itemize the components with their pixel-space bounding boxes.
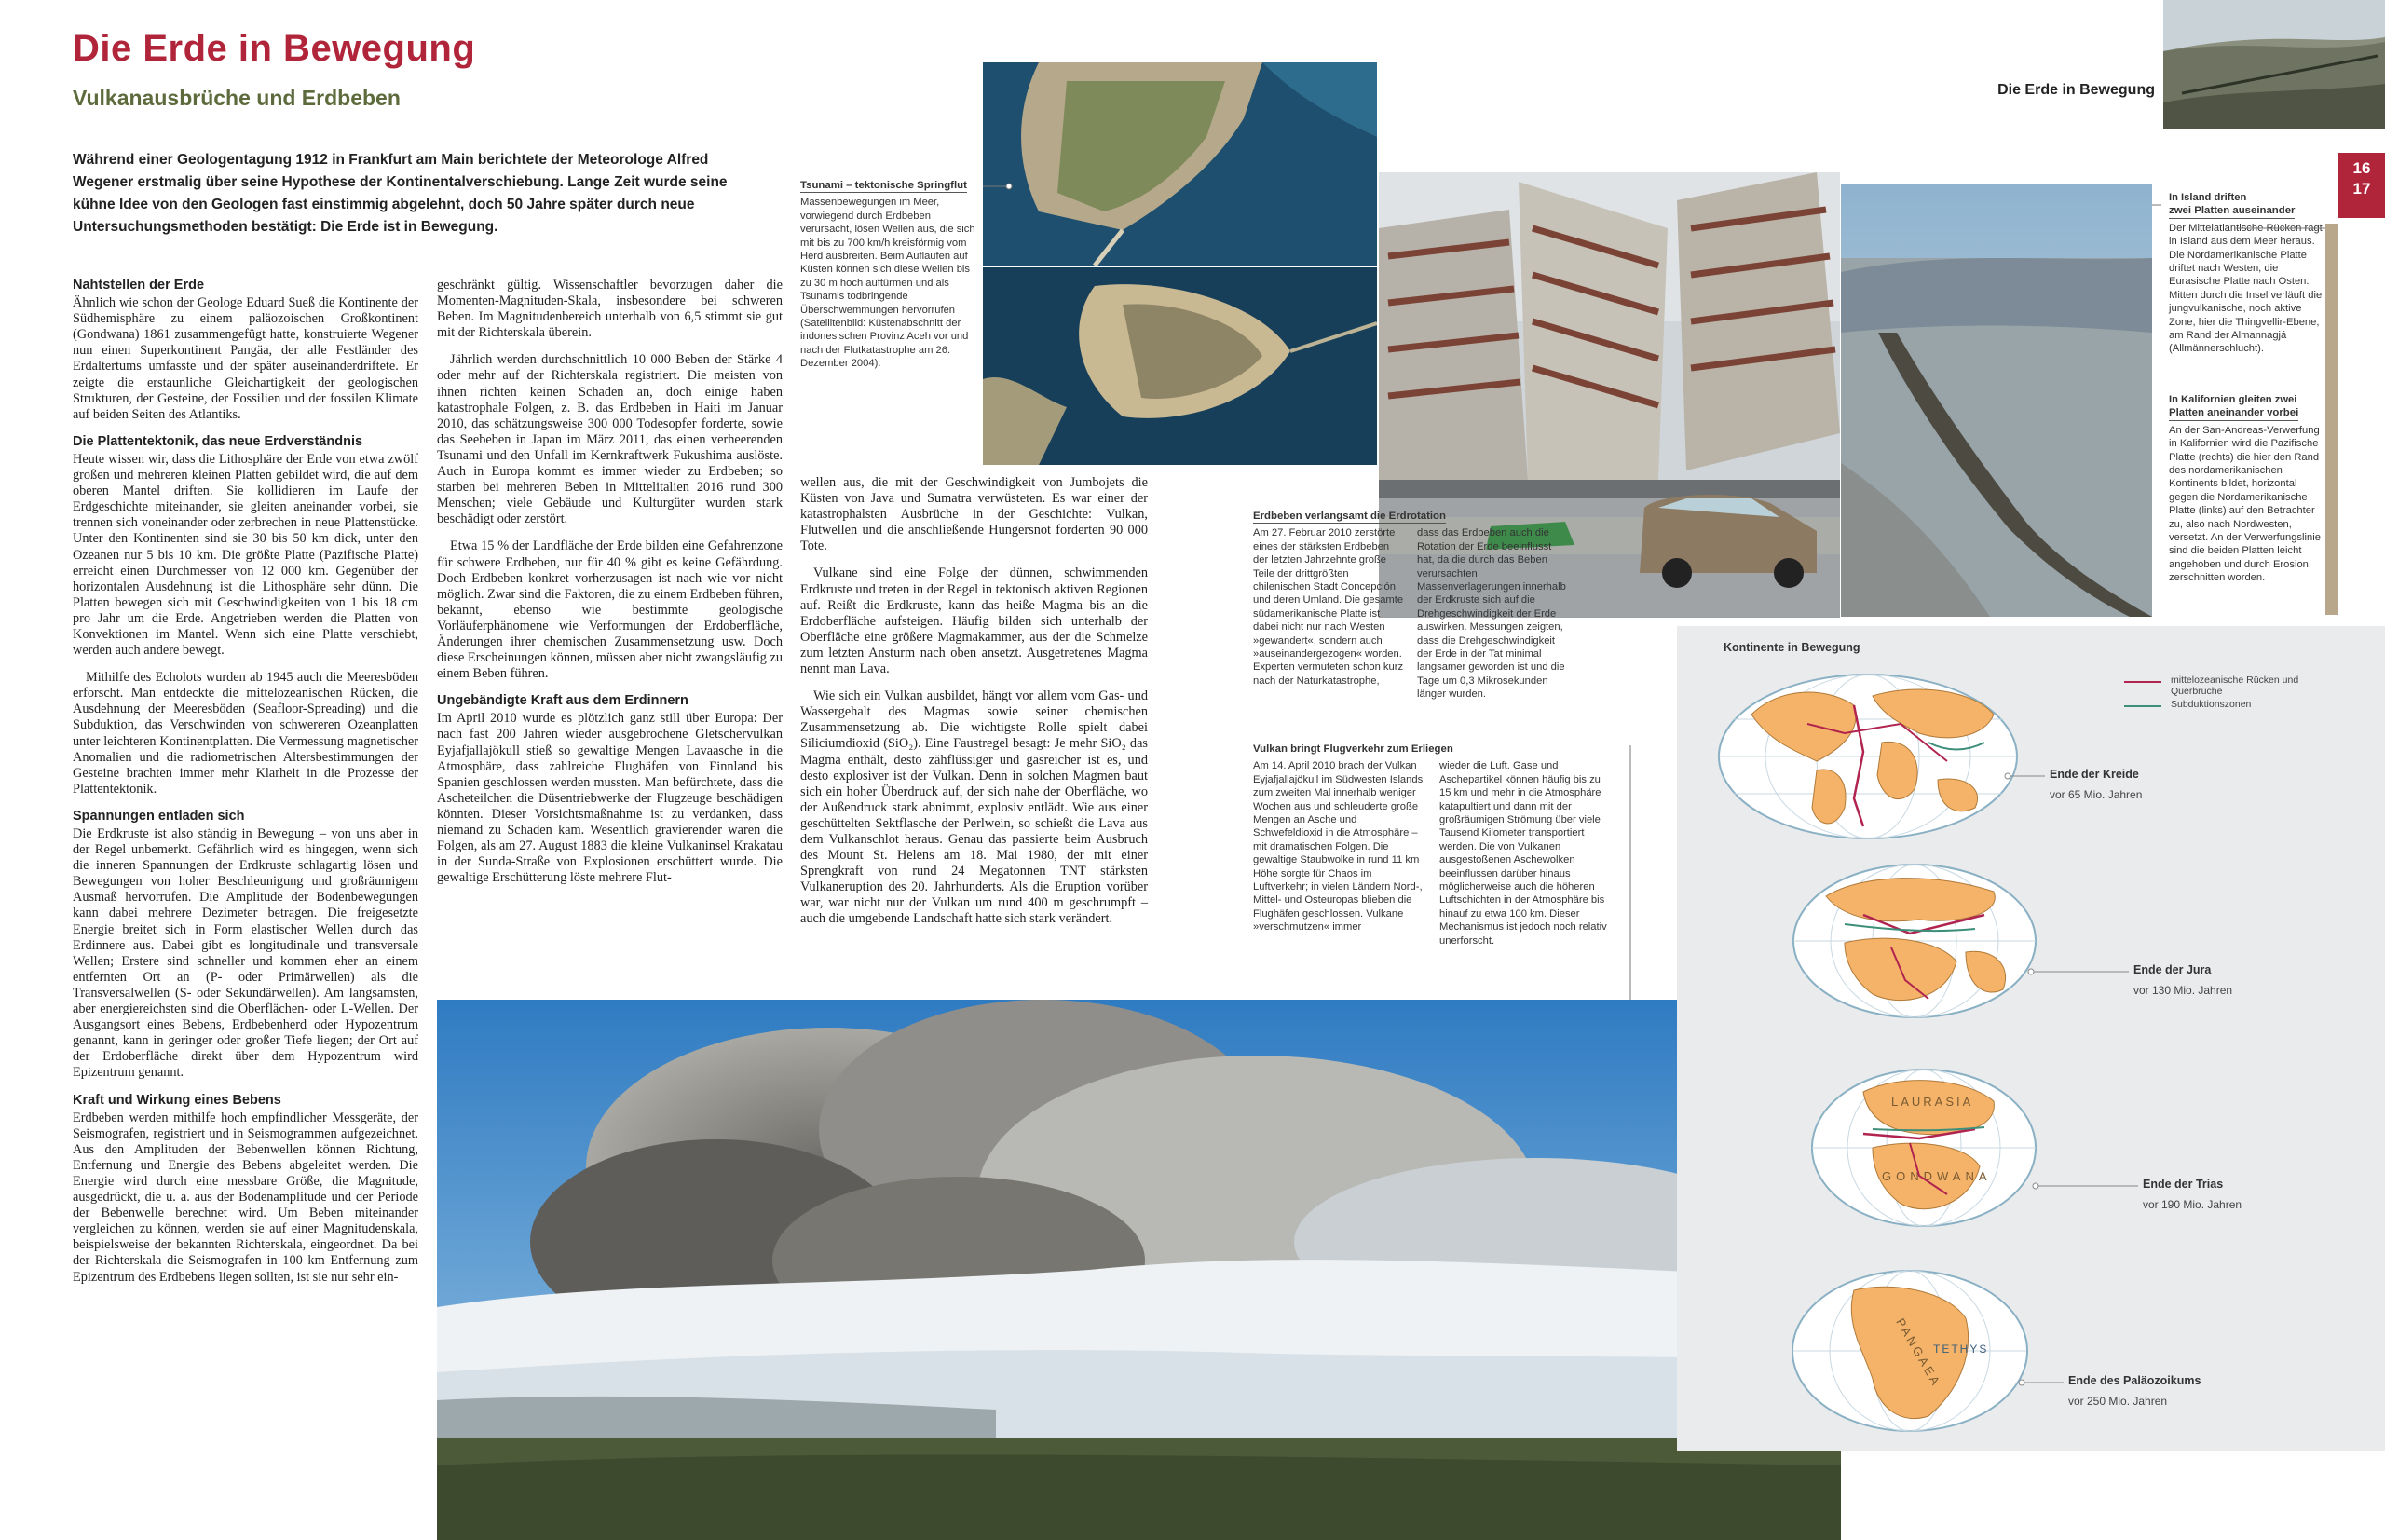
volcano-eruption-photo (437, 1000, 1841, 1540)
caption-text-right: dass das Erdbeben auch die Rotation der Erde beeinflusst hat, da die durch das Beben verursachten Massenverlagerungen innerhalb der Erdkruste sich auf die Drehgeschwindigkeit der Erde auswirken. Messungen zeigten, dass die Drehgeschwindigkeit der Erde in der Tat minimal langsamer geworden ist und die Tage um 0,3 Mikrosekunden länger wurden. (1417, 527, 1566, 701)
globe-leader-lines (1677, 626, 2385, 1451)
section-heading: Kraft und Wirkung eines Bebens (73, 1092, 281, 1108)
legend-label: mittelozeanische Rücken und Querbrüche (2171, 675, 2299, 697)
decorative-curve (1630, 615, 1742, 1006)
caption-title-line-1: In Island driften (2169, 192, 2247, 203)
caption-title: Vulkan bringt Flugverkehr zum Erliegen (1253, 743, 1453, 756)
paragraph: Jährlich werden durchschnittlich 10 000 Beben der Stärke 4 oder mehr auf der Richterskala registriert. Die meisten von ihnen richten keinen Schaden an, doch einige haben katastrophale Folgen, z. B. das Erdbeben in Haiti im Januar 2010, das schätzungsweise 300 000 Todesopfer forderte, sowie das Seebeben in Japan im März 2011, das einen verheerenden Tsunami und den Unfall im Kernkraftwerk Fukushima auslöste. Auch in Europa kommt es immer wieder zu Erdbeben; so starben bei mehreren Beben in Mittelitalien 2016 rund 300 Menschen; viele Gebäude und Kulturgüter wurden stark beschädigt oder zerstört. (437, 352, 783, 527)
caption-title-line-1: In Kalifornien gleiten zwei (2169, 394, 2297, 405)
section-heading: Nahtstellen der Erde (73, 278, 205, 293)
caption-title-line-2: zwei Platten auseinander (2169, 204, 2295, 218)
caption-text-left: Am 27. Februar 2010 zerstörte eines der stärksten Erdbeben der letzten Jahrzehnte große Teile der drittgrößten chilenischen Stadt Concepción und deren Umland. Die gesamte südamerikanische Platte ist dabei nicht nur nach Westen »gewandert«, sondern auch »auseinandergezogen« worden. Experten vermuteten schon kurz nach der Naturkatastrophe, (1253, 527, 1404, 687)
page-subtitle: Vulkanausbrüche und Erdbeben (73, 86, 401, 110)
globe-sublabel: vor 65 Mio. Jahren (2050, 788, 2143, 801)
globe-label: Ende der Trias (2143, 1178, 2224, 1191)
page-title: Die Erde in Bewegung (73, 28, 476, 69)
paragraph: wellen aus, die mit der Geschwindigkeit von Jumbojets die Küsten von Java und Sumatra verwüsteten. Es war einer der katastrophalsten Ausbrüche in der Geschichte: Vulkan, Flutwellen und die anschließende Hungersnot forderten 90 000 Tote. (800, 475, 1148, 554)
section-heading: Ungebändigte Kraft aus dem Erdinnern (437, 693, 688, 709)
caption-text: Massenbewegungen im Meer, vorwiegend durch Erdbeben verursacht, lösen Wellen aus, die sich mit bis zu 700 km/h kreisförmig vom Herd ausbreiten. Beim Auflaufen auf Küsten können sich diese Wellen bis zu 30 m hoch auftürmen und als Tsunamis todbringende Überschwemmungen hervorrufen (Satellitenbild: Küstenabschnitt der indonesischen Provinz Aceh vor und nach der Flutkatastrophe am 26. Dezember 2004). (800, 197, 975, 370)
caption-title-line-2: Platten aneinander vorbei (2169, 406, 2298, 420)
paragraph: Vulkane sind eine Folge der dünnen, schwimmenden Erdkruste und treten in der Regel in tektonisch aktiven Regionen auf. Reißt die Erdkruste, kann das heiße Magma bis an die Erdoberfläche aufsteigen. Häufig bilden sich unterhalb der Oberfläche eine größere Magmakammer, aus der die Schmelze zum letzten Ansturm nach oben ansetzt. Ausgetretenes Magma nennt man Lava. (800, 566, 1148, 677)
caption-text-left: Am 14. April 2010 brach der Vulkan Eyjafjallajökull im Südwesten Islands zum zweiten Mal innerhalb weniger Wochen aus und schleuderte große Mengen an Asche und Schwefeldioxid in die Atmosphäre – mit dramatischen Folgen. Die gewaltige Staubwolke in rund 11 km Höhe sorgte für Chaos im Luftverkehr; in vielen Ländern Nord-, Mittel- und Osteuropas blieben die Flughäfen geschlossen. Vulkane »verschmutzen« immer (1253, 760, 1424, 934)
map-title: Kontinente in Bewegung (1724, 641, 1860, 654)
map-label-gondwana: GONDWANA (1882, 1169, 1992, 1183)
map-label-pangaea: PANGAEA (1893, 1315, 1944, 1390)
paragraph: Wie sich ein Vulkan ausbildet, hängt vor allem vom Gas- und Wassergehalt des Magmas sowie seiner chemischen Zusammensetzung ab. Die wichtigste Rolle spielt dabei Siliciumdioxid (SiO₂). Eine Faustregel besagt: Je mehr SiO₂ das Magma enthält, desto zähflüssiger und gasreicher ist es, und desto explosiver ist der Vulkan. Denn in solchen Magmen baut sich ein hoher Überdruck auf, der sich nahe der Oberfläche, wo der Außendruck stark abnimmt, explosiv entlädt. Wie aus einer geschüttelten Sektflasche der Perlwein, so schießt die Lava aus dem Vulkanschlot heraus. Genau das passierte beim Ausbruch des Mount St. Helens am 18. Mai 1980, der mit einer Sprengkraft von rund 24 Megatonnen TNT stärksten Vulkaneruption des 20. Jahrhunderts. Als die Eruption vorüber war, war nicht nur der Vulkan um rund 400 m geschrumpft – auch die umgebende Landschaft hatte sich stark verändert. (800, 688, 1148, 927)
caption-title: Tsunami – tektonische Springflut (800, 179, 967, 193)
section-heading: Spannungen entladen sich (73, 808, 245, 824)
section-heading: Die Plattentektonik, das neue Erdverständnis (73, 433, 363, 449)
globe-sublabel: vor 250 Mio. Jahren (2068, 1395, 2168, 1408)
map-label-tethys: TETHYS (1933, 1342, 1989, 1356)
paragraph: Etwa 15 % der Landfläche der Erde bilden eine Gefahrenzone für schwere Erdbeben, nur für 40 % gibt es keine Gefährdung. Doch Erdbeben konkret vorherzusagen ist nach wie vor nicht möglich. Zwar sind die Faktoren, die zu einem Erdbeben führen, bekannt, ebenso wie bestimmte geologische Vorläuferphänomene wie Verformungen der Erdoberfläche, Änderungen ihrer chemischen Zusammensetzung usw. Doch diese Erscheinungen können, müssen aber nicht zwangsläufig zu einem Beben führen. (437, 538, 783, 682)
paragraph: Heute wissen wir, dass die Lithosphäre der Erde von etwa zwölf großen und mehreren kleinen Platten gebildet wird, die auf dem oberen Mantel driften. Sie kollidieren im Laufe der Erdgeschichte miteinander, sie gleiten aneinander vorbei, sie trennen sich voneinander oder zerbrechen in neue Plattenstücke. Unter den Kontinenten sind sie 30 bis 50 km dick, unter den Ozeanen nur 5 bis 10 km. Die größte Platte (Pazifische Platte) erreicht einen Durchmesser von 12 000 km. Gegenüber der horizontalen Ausdehnung ist die Lithosphäre sehr dünn. Die Platten bewegen sich mit Geschwindigkeiten von 1 bis 18 cm pro Jahr um die Erde. Angetrieben werden die Platten von Konvektionen im Mantel. Wenn sich eine Platte verschiebt, werden auch andere bewegt. (73, 451, 418, 659)
globe-sublabel: vor 130 Mio. Jahren (2133, 984, 2233, 997)
caption-text-right: wieder die Luft. Gase und Aschepartikel können häufig bis zu 15 km und mehr in die Atmosphäre katapultiert und dann mit der großräumigen Strömung über viele Tausend Kilometer transportiert werden. Die von Vulkanen ausgestoßenen Aschewolken beeinflussen darüber hinaus möglicherweise auch die höheren Luftschichten in der Atmosphäre bis hinauf zu etwa 100 km. Dieser Mechanismus ist jedoch noch relativ unerforscht. (1439, 760, 1607, 947)
map-label-laurasia: LAURASIA (1891, 1095, 1974, 1109)
paragraph: Ähnlich wie schon der Geologe Eduard Sueß die Kontinente der Südhemisphäre zu einem paläozoischen Großkontinent (Gondwana) 1861 zusammengefügt hatte, konstruierte Wegener nun einen Superkontinent Pangäa, der alle Festländer des Erdaltertums umfasste und der später auseinanderdriftete. Er zeigte die erstaunliche Gleichartigkeit der geologischen Strukturen, der Gesteine, der Fossilien und der fossilen Klimate auf beiden Seiten des Atlantiks. (73, 295, 418, 422)
intro-text: Während einer Geologentagung 1912 in Frankfurt am Main berichtete der Meteorologe Alfred Wegener erstmalig über seine Hypothese der Kontinentalverschiebung. Lange Zeit wurde seine kühne Idee von den Geologen fast einstimmig abgelehnt, doch 50 Jahre später durch neue Untersuchungsmethoden bestätigt: Die Erde ist in Bewegung. (73, 152, 728, 235)
paragraph: Mithilfe des Echolots wurden ab 1945 auch die Meeresböden erforscht. Man entdeckte die mittelozeanischen Rücken, die Ausdehnung der Meeresböden (Seafloor-Spreading) und die Subduktion, das Verschwinden von schwereren Ozeanplatten unter leichteren Kontinentplatten. Die Vermessung magnetischer Anomalien und die radiometrischen Altersbestimmungen der Gesteine brachten immer mehr Klarheit in die Prozesse der Plattentektonik. (73, 670, 418, 797)
paragraph: Die Erdkruste ist also ständig in Bewegung – von uns aber in der Regel unbemerkt. Gefährlich wird es hingegen, wenn sich die inneren Spannungen der Erdkruste schlagartig lösen und Bewegungen von hoher Beschleunigung und großräumigem Ausmaß hervorrufen. Die Amplitude der Bodenbewegungen kann dabei mehrere Dezimeter betragen. Die freigesetzte Energie breitet sich in Form elastischer Wellen durch das Erdinnere aus. Dabei gibt es longitudinale und transversale Wellen; Erstere sind schneller und kommen eher an einem entfernten Ort an (P- oder Primärwellen) als die Transversalwellen (S- oder Sekundärwellen). Am langsamsten, aber energiereichsten sind die Oberflächen- oder L-Wellen. Der Ausgangsort eines Bebens, Erdbebenherd oder Hypozentrum genannt, kann in geringer oder großer Tiefe liegen; der Ort auf der Erdoberfläche direkt über dem Hypozentrum wird Epizentrum genannt. (73, 826, 418, 1081)
caption-text: An der San-Andreas-Verwerfung in Kalifornien wird die Pazifische Platte (rechts) die hier den Rand des nordamerikanischen Kontinents bildet, horizontal gegen die Nordamerikanische Platte (links) auf den Betrachter zu, also nach Nordwesten, versetzt. An der Verwerfungslinie sind die beiden Platten leicht angehoben und durch Erosion zerschnitten worden. (2169, 424, 2321, 584)
paragraph: Im April 2010 wurde es plötzlich ganz still über Europa: Der nach fast 200 Jahren wieder ausgebrochene Gletschervulkan Eyjafjallajökull stieß so gewaltige Mengen Lavaasche in die Atmosphäre, dass zahlreiche Flughäfen von Finnland bis Spanien geschlossen werden mussten. Man befürchtete, dass die Ascheteilchen die Düsentriebwerke der Flugzeuge beschädigen könnten. Dieser Vorsichtsmaßnahme ist zu verdanken, dass niemand zu Schaden kam. Wesentlich gravierender waren die Folgen, als am 27. August 1883 die kleine Vulkaninsel Krakatau in der Sunda-Straße von Explosionen erschüttert wurde. Die gewaltige Erschütterung löste mehrere Flut- (437, 711, 783, 886)
continents-map-panel (1677, 626, 2385, 1451)
globe-label: Ende der Jura (2133, 963, 2212, 976)
running-title: Die Erde in Bewegung (1997, 82, 2155, 98)
paragraph: geschränkt gültig. Wissenschaftler bevorzugen daher die Momenten-Magnituden-Skala, insbesondere bei schweren Beben. Im Magnitudenbereich unterhalb von 6,5 stimmt sie gut mit der Richterskala überein. (437, 278, 783, 341)
globe-sublabel: vor 190 Mio. Jahren (2143, 1198, 2242, 1211)
legend-label: Subduktionszonen (2171, 699, 2252, 710)
page-number-left: 16 (2352, 159, 2371, 177)
globe-label: Ende des Paläozoikums (2068, 1374, 2201, 1387)
paragraph: Erdbeben werden mithilfe hoch empfindlicher Messgeräte, der Seismografen, registriert und in Seismogrammen aufgezeichnet. Aus den Amplituden der Bebenwellen können Richtung, Entfernung und Energie des Bebens abgeleitet werden. Die Energie wird durch eine messbare Größe, die Magnitude, ausgedrückt, die u. a. aus der Bodenamplitude und der Periode der Bebenwelle berechnet wird. Um Beben miteinander vergleichen zu können, werden sie auf einer Magnitudenskala, beispielsweise der bekannten Richterskala, eingeordnet. Da bei der Richterskala die Seismografen in 100 km Entfernung zum Epizentrum des Erdbebens liegen sollten, ist sie nur sehr ein- (73, 1110, 418, 1285)
page-number-right: 17 (2352, 180, 2371, 198)
caption-title: Erdbeben verlangsamt die Erdrotation (1253, 510, 1446, 524)
globe-label: Ende der Kreide (2050, 768, 2139, 781)
caption-text: Der Mittelatlantische Rücken ragt in Island aus dem Meer heraus. Die Nordamerikanische Platte driftet nach Westen, die Eurasische Platte nach Osten. Mitten durch die Insel verläuft die jungvulkanische, noch aktive Zone, hier die Thingvellir-Ebene, am Rand der Almannagjá (Allmännerschlucht). (2169, 222, 2323, 355)
